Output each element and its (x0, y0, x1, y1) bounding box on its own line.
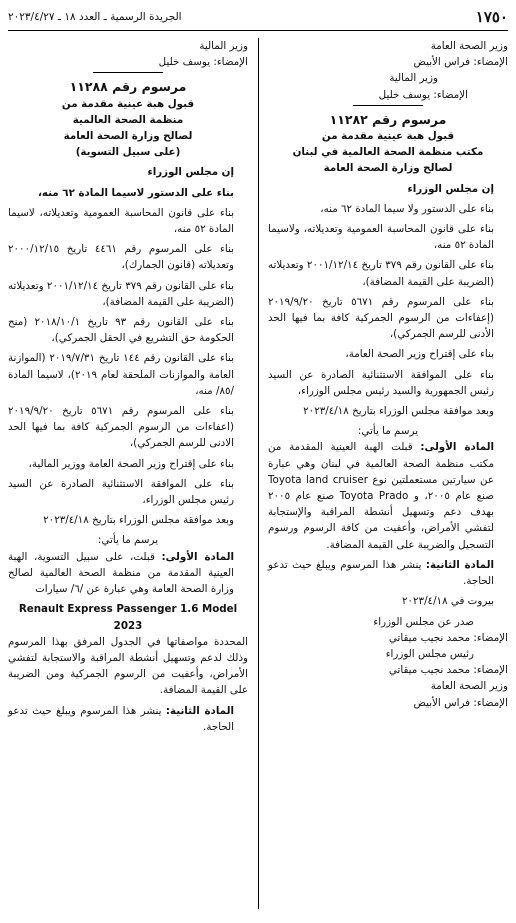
paragraph: وبعد موافقة مجلس الوزراء بتاريخ ٢٠٢٣/٤/١٨ (303, 405, 494, 418)
paragraph: بناء على المرسوم رقم ٥٦٧١ تاريخ ٢٠١٩/٩/٢٠ (إعفاءات من الرسوم الجمركية كافة بما فيها الحد الأدنى للرسم الجمركي)، (268, 295, 494, 341)
decree-title: مكتب منظمة الصحة العالمية في لبنان (292, 146, 484, 159)
signature-title: وزير المالية (199, 40, 248, 52)
signature-title: وزير الصحة العامة (430, 680, 508, 693)
decree-title: منظمة الصحة العالمية (72, 113, 184, 126)
vehicle-model (8, 601, 248, 633)
article-label: المادة الأولى: (161, 550, 234, 563)
column-divider (258, 38, 259, 909)
decree-number: مرسوم رقم ١١٢٨٢ (329, 111, 447, 127)
separator (93, 72, 163, 73)
decree-title: قبول هبة عينية مقدمة من (61, 97, 195, 110)
paragraph: بناء على الموافقة الاستثنائية الصادرة عن السيد رئيس الجمهورية والسيد رئيس مجلس الوزراء، (268, 368, 494, 397)
signature-name: الإمضاء: يوسف خليل (378, 88, 468, 101)
page-header (8, 6, 508, 28)
paragraph: بناء على قانون المحاسبة العمومية وتعديلاته، ولاسيما المادة ٥٢ منه، (268, 223, 494, 252)
paragraph: وبعد موافقة مجلس الوزراء بتاريخ ٢٠٢٣/٤/١٨ (43, 514, 234, 527)
signature-name: الإمضاء: محمد نجيب ميقاتي (388, 631, 508, 644)
signature-name: الإمضاء: فراس الأبيض (413, 56, 508, 69)
paragraph: بناء على إقتراح وزير الصحة العامة، (345, 348, 494, 361)
decree-number: مرسوم رقم ١١٢٨٨ (69, 79, 187, 95)
article-text: قبلت الهبة العينية المقدمة من مكتب منظمة الصحة العالمية في لبنان وهي عبارة عن سيارتين مستعملتين نوع Toyota land cruiser صنع عام ٢٠٠٥، و Toyota Prado صنع عام ٢٠٠٥ بهدف دعم وتسهيل أنشطة المراقبة والإستجابة لتفشي الأمراض، وأعفيت من كافة الرسوم ورسوم التسجيل والضريبة على القيمة المضافة. (268, 441, 494, 551)
article-2 (8, 703, 248, 735)
paragraph: بناء على المرسوم رقم ٤٤٦١ تاريخ ٢٠٠٠/١٢/١٥ وتعديلاته (قانون الجمارك)، (8, 243, 234, 272)
decrees-line: يرسم ما يأتي: (97, 534, 159, 547)
signature-title: وزير الصحة العامة (430, 40, 508, 52)
paragraph: بناء على الدستور ولا سيما المادة ٦٢ منه، (320, 202, 494, 215)
running-title: الجريدة الرسمية ـ العدد ١٨ ـ ٢٠٢٣/٤/٢٧ (8, 11, 182, 23)
paragraph: بناء على الدستور لاسيما المادة ٦٢ منه، (37, 186, 234, 199)
paragraph: بناء على قانون المحاسبة العمومية وتعديلاته، لاسيما المادة ٥٢ منه، (8, 206, 234, 236)
header-rule (8, 30, 508, 31)
article-text: ينشر هذا المرسوم ويبلغ حيث تدعو الحاجة. (8, 704, 234, 733)
page-number: ١٧٥٠ (475, 8, 508, 26)
article-1 (268, 439, 508, 552)
signature-name: الإمضاء: يوسف خليل (158, 56, 248, 69)
paragraph: بناء على المرسوم رقم ٥٦٧١ تاريخ ٢٠١٩/٩/٢٠ (اعفاءات من الرسوم الجمركية كافة بما فيها الحد الادنى للرسم الجمركي)، (8, 405, 234, 450)
signature-title: رئيس مجلس الوزراء (385, 647, 474, 660)
council-heading: إن مجلس الوزراء (147, 166, 234, 179)
vehicle-model-text: Renault Express Passenger 1.6 Model 2023 (18, 603, 238, 632)
paragraph: بناء على القانون رقم ٣٧٩ تاريخ ٢٠٠١/١٢/١٤ وتعديلاته (الضريبة على القيمة المضافة)، (8, 279, 234, 308)
left-column (8, 38, 248, 739)
right-column (268, 38, 508, 711)
issued-line: صدر عن مجلس الوزراء (373, 615, 474, 628)
signature-title: وزير المالية (389, 72, 438, 85)
article-1-cont: المحددة مواصفاتها في الجدول المرفق بهذا المرسوم وذلك لدعم وتسهيل أنشطة المراقبة والاستجابة لتفشي الأمراض، وأعفيت من الرسوم الجمركية ومن الضريبة على القيمة المضافة. (8, 635, 248, 697)
article-2 (268, 557, 508, 589)
paragraph: بناء على إقتراح وزير الصحة العامة ووزير المالية، (28, 457, 234, 470)
decree-title: قبول هبة عينية مقدمة من (321, 130, 455, 143)
decree-title: لصالح وزارة الصحة العامة (323, 162, 453, 175)
decree-title: لصالح وزارة الصحة العامة (63, 130, 193, 143)
article-text: قبلت، على سبيل التسوية، الهبة العينية المقدمة من منظمة الصحة العالمية لصالح وزارة الصحة العامة وهي عبارة عن /٦/ سيارات (8, 550, 234, 596)
article-label: المادة الثانية: (165, 704, 234, 717)
decree-title: (على سبيل التسوية) (75, 146, 181, 159)
paragraph: بناء على القانون رقم ١٤٤ تاريخ ٢٠١٩/٧/٣١ (الموازنة العامة والموازنات الملحقة لعام ٢٠١٩)، لاسيما المادة /٨٥/ منه، (8, 352, 235, 397)
decrees-line: يرسم ما يأتي: (357, 425, 419, 438)
separator (353, 105, 423, 106)
article-text: ينشر هذا المرسوم ويبلغ حيث تدعو الحاجة. (268, 558, 494, 588)
paragraph: بناء على القانون رقم ٣٧٩ تاريخ ٢٠٠١/١٢/١٤ وتعديلاته (الضريبة على القيمة المضافة)، (268, 259, 494, 288)
council-heading: إن مجلس الوزراء (407, 182, 494, 195)
signature-name: الإمضاء: محمد نجيب ميقاتي (388, 664, 508, 677)
article-1 (8, 549, 248, 598)
paragraph: بناء على الموافقة الاستثنائية الصادرة عن السيد رئيس مجلس الوزراء، (8, 477, 234, 507)
article-label: المادة الثانية: (425, 558, 494, 571)
signature-name: الإمضاء: فراس الأبيض (413, 696, 508, 709)
article-label: المادة الأولى: (420, 441, 494, 454)
paragraph: بناء على القانون رقم ٩٣ تاريخ ٢٠١٨/١٠/١ (منح الحكومة حق التشريع في الحقل الجمركي)، (8, 316, 234, 345)
date-line: بيروت في ٢٠٢٣/٤/١٨ (401, 595, 494, 608)
